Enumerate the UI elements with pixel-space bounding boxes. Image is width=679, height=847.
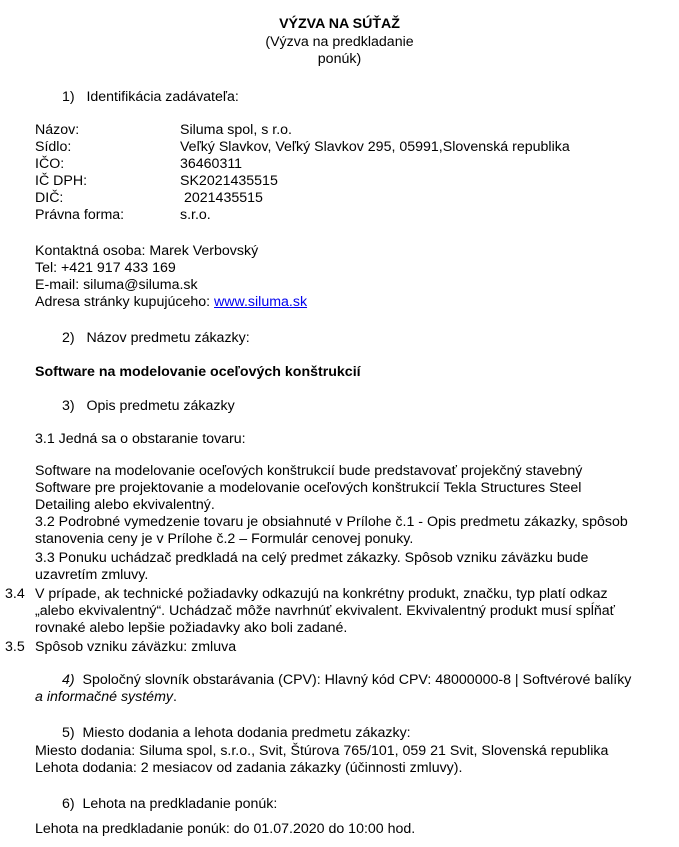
contact-phone: Tel: +421 917 433 169	[35, 260, 176, 276]
section-4-line-2	[35, 689, 177, 706]
section-4-text-italic: a informačné systémy	[35, 689, 173, 705]
paragraph-3-5: Spôsob vzniku záväzku: zmluva	[35, 639, 237, 655]
delivery-time: Lehota dodania: 2 mesiacov od zadania zákazky (účinnosti zmluvy).	[35, 760, 463, 776]
subject-name: Software na modelovanie oceľových konštrukcií	[35, 364, 361, 380]
paragraph-3-1: 3.1 Jedná sa o obstaranie tovaru:	[35, 431, 246, 447]
label-pravna-forma: Právna forma:	[35, 207, 125, 223]
contact-person: Kontaktná osoba: Marek Verbovský	[35, 243, 259, 259]
label-sidlo: Sídlo:	[35, 139, 72, 155]
description-line-1: Software na modelovanie oceľových konštrukcií bude predstavovať projekčný stavebný	[35, 463, 583, 479]
section-3-heading: 3) Opis predmetu zákazky	[62, 398, 235, 414]
label-ic-dph: IČ DPH:	[35, 173, 88, 189]
value-ic-dph: SK2021435515	[180, 173, 278, 189]
label-nazov: Názov:	[35, 122, 80, 138]
paragraph-3-4-number: 3.4	[5, 586, 25, 602]
paragraph-3-3-line-2: uzavretím zmluvy.	[35, 567, 149, 583]
section-1-heading: 1) Identifikácia zadávateľa:	[62, 89, 239, 105]
section-4-number: 4)	[62, 672, 75, 688]
value-dic: 2021435515	[184, 190, 263, 206]
website-label: Adresa stránky kupujúceho:	[35, 294, 215, 310]
section-5-heading: 5) Miesto dodania a lehota dodania predmetu zákazky:	[62, 725, 411, 741]
paragraph-3-3-line-1: 3.3 Ponuku uchádzač predkladá na celý predmet zákazky. Spôsob vzniku záväzku bude	[35, 550, 589, 566]
document-subtitle-line1: (Výzva na predkladanie	[265, 34, 414, 50]
value-nazov: Siluma spol, s r.o.	[180, 122, 292, 138]
website-line	[35, 294, 307, 311]
section-4-text-end: .	[172, 689, 177, 705]
document-subtitle-line2: ponúk)	[317, 51, 362, 67]
paragraph-3-4-line-2: „alebo ekvivalentný“. Uchádzač môže navrhnúť ekvivalent. Ekvivalentný produkt musí spĺňať	[35, 603, 616, 619]
label-ico: IČO:	[35, 156, 65, 172]
contact-email: E-mail: siluma@siluma.sk	[35, 277, 198, 293]
description-line-3: Detailing alebo ekvivalentný.	[35, 497, 215, 513]
section-4-line-1	[62, 672, 631, 689]
label-dic: DIČ:	[35, 190, 64, 206]
submission-deadline: Lehota na predkladanie ponúk: do 01.07.2020 do 10:00 hod.	[35, 821, 416, 837]
section-4-text: Spoločný slovník obstarávania (CPV): Hlavný kód CPV: 48000000-8 | Softvérové balíky	[74, 672, 632, 688]
paragraph-3-2-line-1: 3.2 Podrobné vymedzenie tovaru je obsiahnuté v Prílohe č.1 - Opis predmetu zákazky, spôsob	[35, 514, 628, 530]
paragraph-3-5-number: 3.5	[5, 639, 25, 655]
value-pravna-forma: s.r.o.	[180, 207, 211, 223]
website-link[interactable]: www.siluma.sk	[214, 294, 308, 310]
section-6-heading: 6) Lehota na predkladanie ponúk:	[62, 796, 278, 812]
paragraph-3-4-line-1: V prípade, ak technické požiadavky odkazujú na konkrétny produkt, značku, typ platí odkaz	[35, 586, 608, 602]
value-sidlo: Veľký Slavkov, Veľký Slavkov 295, 05991,Slovenská republika	[180, 139, 570, 155]
delivery-place: Miesto dodania: Siluma spol, s.r.o., Svit, Štúrova 765/101, 059 21 Svit, Slovenská republika	[35, 743, 609, 759]
value-ico: 36460311	[180, 156, 243, 172]
section-2-heading: 2) Názov predmetu zákazky:	[62, 330, 250, 346]
description-line-2: Software pre projektovanie a modelovanie oceľových konštrukcií Tekla Structures Steel	[35, 480, 582, 496]
paragraph-3-2-line-2: stanovenia ceny je v Prílohe č.2 – Formulár cenovej ponuky.	[35, 531, 414, 547]
document-title: VÝZVA NA SÚŤAŽ	[279, 16, 400, 32]
paragraph-3-4-line-3: rovnaké alebo lepšie požiadavky ako boli zadané.	[35, 620, 348, 636]
